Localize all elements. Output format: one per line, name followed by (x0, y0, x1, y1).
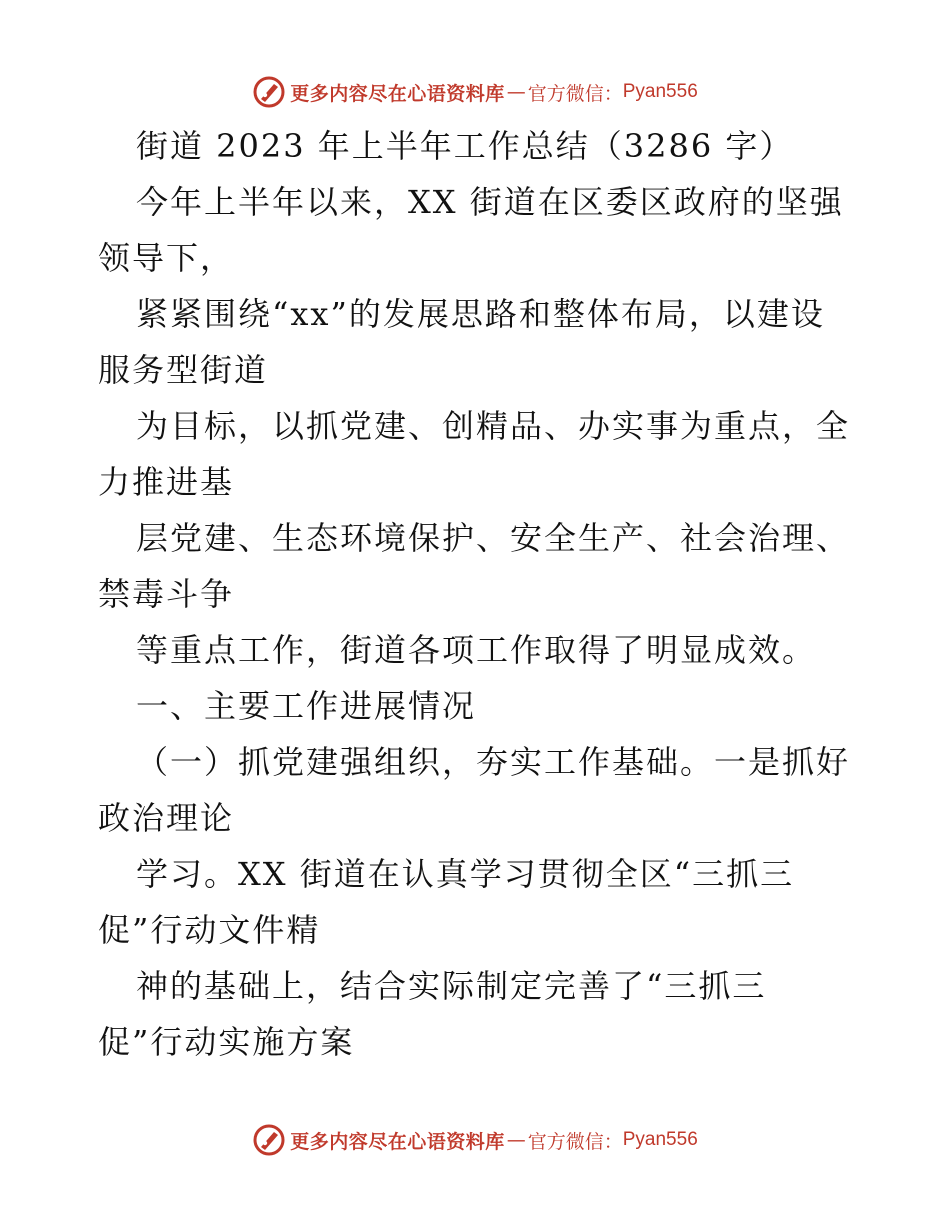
text-line: 促”行动文件精 (98, 911, 321, 949)
watermark-separator: — (506, 81, 526, 103)
watermark-brand: 更多内容尽在心语资料库 (290, 1130, 505, 1153)
watermark-separator: — (506, 1129, 526, 1151)
text-line: 街道 2023 年上半年工作总结（3286 字） (136, 127, 794, 165)
text-line: 紧紧围绕“xx”的发展思路和整体布局，以建设 (136, 295, 825, 333)
watermark-official-label: 官方微信： (527, 82, 623, 105)
pen-logo-icon (252, 75, 286, 109)
text-line: 今年上半年以来，XX 街道在区委区政府的坚强 (136, 183, 844, 221)
document-body (98, 118, 858, 1070)
footer-watermark (0, 1120, 950, 1160)
text-line: 一、主要工作进展情况 (136, 687, 477, 725)
watermark-wechat-id: Pyan556 (622, 1129, 698, 1150)
text-line: 层党建、生态环境保护、安全生产、社会治理、 (136, 519, 851, 557)
document-lines (98, 118, 858, 1070)
text-line: 等重点工作，街道各项工作取得了明显成效。 (136, 631, 817, 669)
text-line: 力推进基 (98, 463, 235, 501)
pen-logo-icon (252, 1123, 286, 1157)
text-line: 学习。XX 街道在认真学习贯彻全区“三抓三 (136, 855, 795, 893)
text-line: （一）抓党建强组织，夯实工作基础。一是抓好 (136, 743, 851, 781)
text-line: 服务型街道 (98, 351, 269, 389)
text-line: 神的基础上，结合实际制定完善了“三抓三 (136, 967, 767, 1005)
text-line: 禁毒斗争 (98, 575, 235, 613)
watermark-official-label: 官方微信： (527, 1130, 623, 1153)
text-line: 为目标，以抓党建、创精品、办实事为重点，全 (136, 407, 851, 445)
header-watermark (0, 72, 950, 112)
watermark-wechat-id: Pyan556 (622, 81, 698, 102)
text-line: 领导下， (98, 239, 235, 277)
watermark-brand: 更多内容尽在心语资料库 (290, 82, 505, 105)
text-line: 政治理论 (98, 799, 235, 837)
text-line: 促”行动实施方案 (98, 1023, 355, 1061)
